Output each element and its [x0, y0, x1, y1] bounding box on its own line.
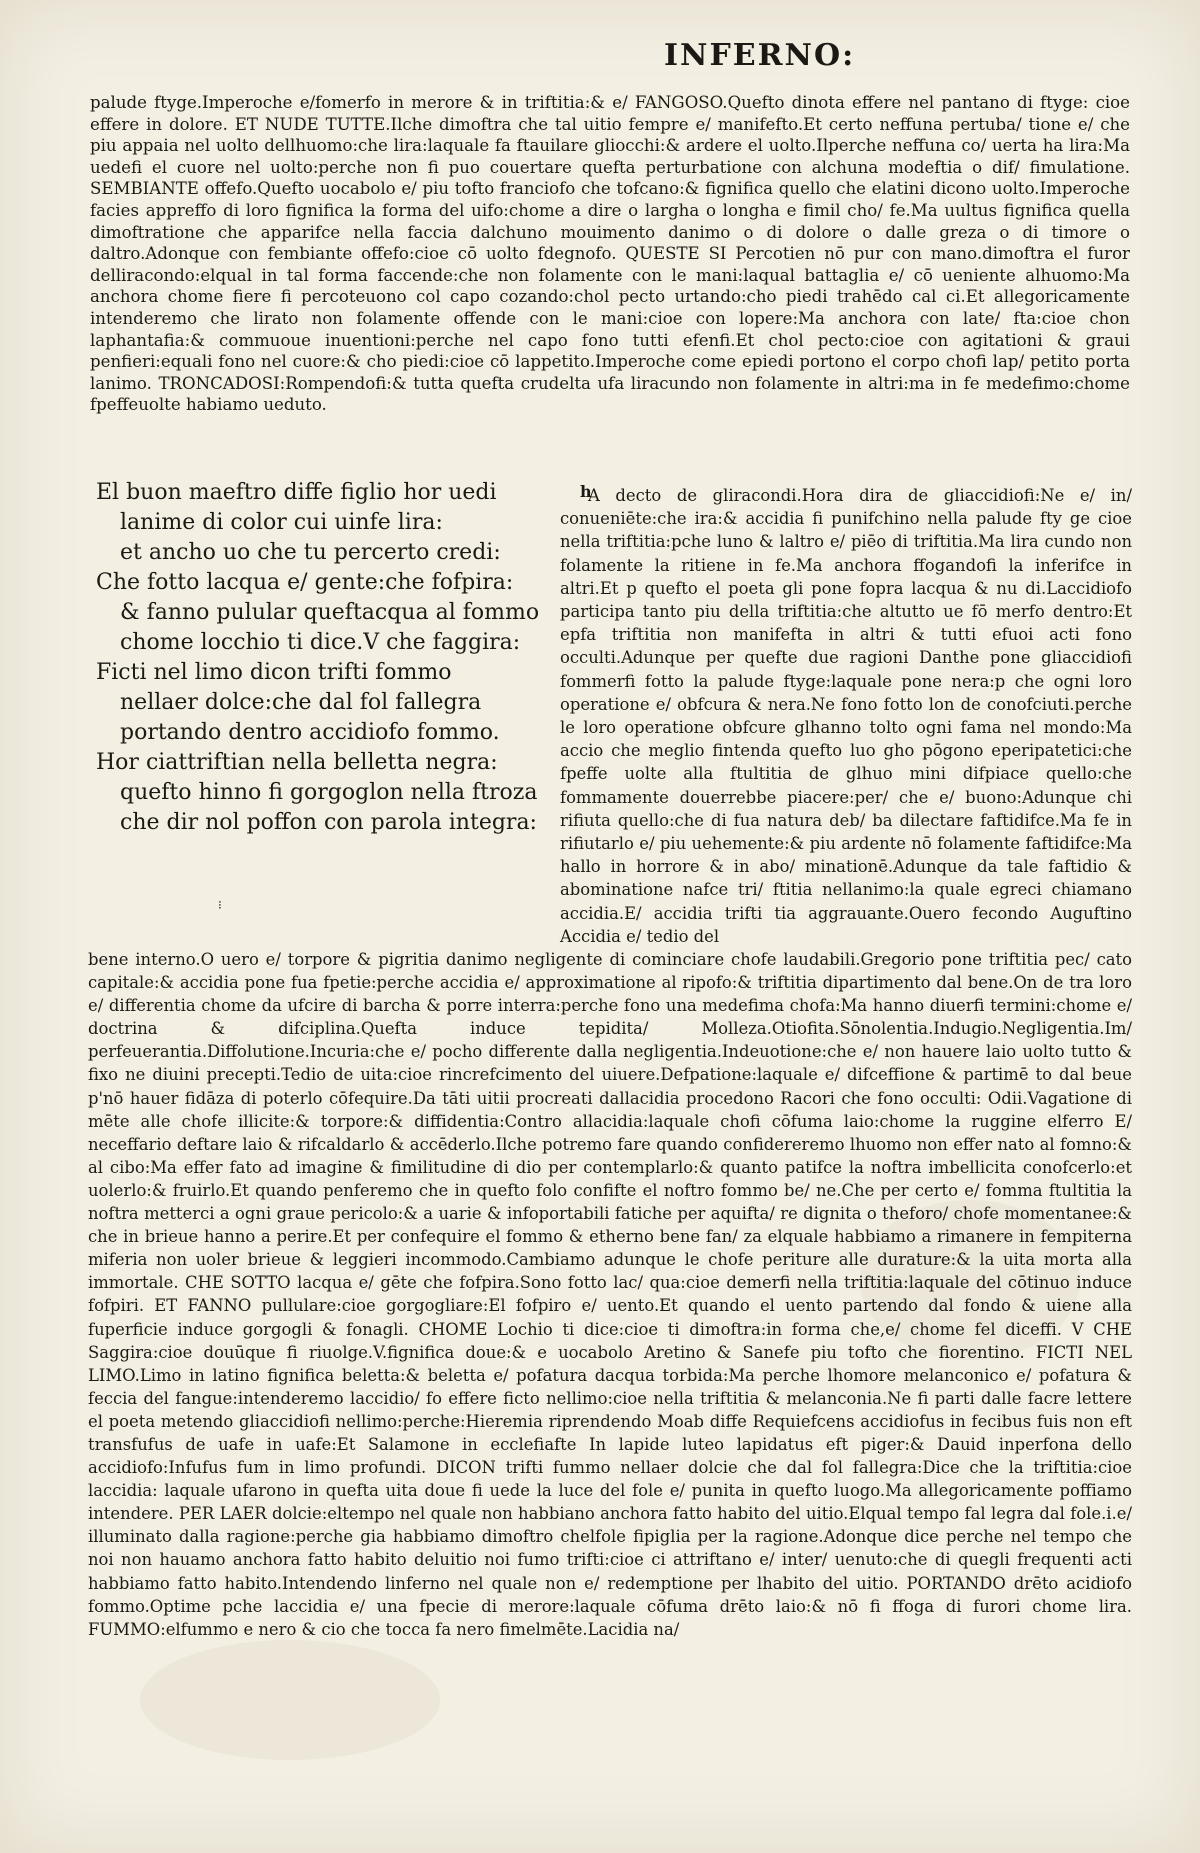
- marginal-mark: ⁝: [218, 898, 222, 912]
- verse-line: El buon maeftro diffe figlio hor uedi: [96, 480, 497, 505]
- running-head: INFERNO:: [664, 38, 856, 73]
- guide-letter: h: [580, 482, 592, 501]
- verse-line: portando dentro accidiofo fommo.: [120, 720, 500, 745]
- commentary-right: [560, 484, 1132, 948]
- commentary-bottom: bene interno.O uero e/ torpore & pigritia danimo negligente di cominciare chofe laudabili.Gregorio pone triftitia pec/ cato capitale:& accidia pone fua fpetie:perche accidia e/ approximatione al ripofo:& triftitia dipartimento dal bene.On de tra loro e/ differentia chome da ufcire di barcha & porre interra:perche fono una medefima chofa:Ma hanno diuerfi termini:chome e/ doctrina & difciplina.Quefta induce tepidita/ Molleza.Otiofita.Sōnolentia.Indugio.Negligentia.Im/ perfeuerantia.Diffolutione.Incuria:che e/ pocho differente dalla negligentia.Indeuotione:che e/ non hauere laio uolto tutto & fixo ne diuini precepti.Tedio de uita:cioe rincrefcimento del uiuere.Defpatione:laquale e/ difceffione & partimē to dal beue p'nō hauer fidāza di poterlo cōfequire.Da tāti uitii procreati dallacidia procedono Racori che fono occulti: Odii.Vagatione di mēte alle chofe illicite:& torpore:& diffidentia:Contro allacidia:laquale chofi cōfuma laio:chome la ruggine elferro E/ neceffario deftare laio & rifcaldarlo & accēderlo.Ilche potremo fare quando confidereremo lhuomo non effer nato al fomno:& al cibo:Ma effer fato ad imagine & fimilitudine di dio per contemplarlo:& quanto patifce la noftra imbellicita conofcerlo:et uolerlo:& fruirlo.Et quando penferemo che in quefto folo confifte el noftro fommo be/ ne.Che per certo e/ fomma ftultitia la noftra metterci a ogni graue pericolo:& a uarie & infoportabili fatiche per aquifta/ re dignita o theforo/ chofe momentanee:& che in brieue hanno a perire.Et per confequire el fommo & etherno bene fan/ za elquale habbiamo a rimanere in fempiterna miferia non uoler brieue & leggieri incommodo.Cambiamo adunque le chofe periture alle durature:& la uita morta alla immortale. CHE SOTTO lacqua e/ gēte che fofpira.Sono fotto lac/ qua:cioe demerfi nella triftitia:laquale del cōtinuo induce fofpiri. ET FANNO pullulare:cioe gorgogliare:El fofpiro e/ uento.Et quando el uento partendo dal fondo & uiene alla fuperficie induce gorgogli & fonagli. CHOME Lochio ti dice:cioe ti dimoftra:in forma che,e/ chome fel diceffi. V CHE Saggira:cioe douūque fi riuolge.V.fignifica doue:& e uocabolo Aretino & Sanefe piu tofto che fiorentino. FICTI NEL LIMO.Limo in latino fignifica beletta:& beletta e/ pofatura dacqua torbida:Ma perche lhomore melanconico e/ pofatura & feccia del fangue:intenderemo laccidio/ fo effere ficto nellimo:cioe nella triftitia & melanconia.Ne fi parti dalle facre lettere el poeta metendo gliaccidiofi nellimo:perche:Hieremia riprendendo Moab diffe Requiefcens accidiofus in fecibus fuis non eft transfufus de uafe in uafe:Et Salamone in ecclefiafte In lapide luteo lapidatus eft piger:& Dauid inperfona dello accidiofo:Infufus fum in limo profundi. DICON trifti fummo nellaer dolcie che dal fol fallegra:Dice che la triftitia:cioe laccidia: laquale ufarono in quefta uita doue fi uede la luce del fole e/ punita in quefto luogo.Ma allegoricamente poffiamo intendere. PER LAER dolcie:eltempo nel quale non habbiano anchora fatto habito del uitio.Elqual tempo fal legra dal fole.i.e/ illuminato dalla ragione:perche gia habbiamo dimoftro chelfole fipiglia per la ragione.Adonque dice perche nel tempo che noi non hauamo anchora fatto habito deluitio noi fumo trifti:cioe ci attriftano e/ inter/ uenuto:che di quegli frequenti acti habbiamo fatto habito.Intendendo linferno nel quale non e/ redemptione per lhabito del uitio. PORTANDO drēto acidiofo fommo.Optime pche laccidia e/ una fpecie di merore:laquale cōfuma drēto laio:& nō fi ffoga di furori chome lira. FUMMO:elfummo e nero & cio che tocca fa nero fimelmēte.Lacidia na/: [88, 950, 1132, 1639]
- verse-line: quefto hinno fi gorgoglon nella ftroza: [120, 780, 538, 805]
- verse-line: & fanno pulular queftacqua al fommo: [120, 600, 540, 625]
- verse-line: lanime di color cui uinfe lira:: [120, 510, 443, 535]
- verse-line: Che fotto lacqua e/ gente:che fofpira:: [96, 570, 514, 595]
- verse-line: Hor ciattriftian nella belletta negra:: [96, 750, 498, 775]
- verse-line: et ancho uo che tu percerto credi:: [120, 540, 501, 565]
- commentary-top: palude ftyge.Imperoche e/fomerfo in merore & in triftitia:& e/ FANGOSO.Quefto dinota effere nel pantano di ftyge: cioe effere in dolore. ET NUDE TUTTE.Ilche dimoftra che tal uitio fempre e/ manifefto.Et certo neffuna pertuba/ tione e/ che piu appaia nel uolto dellhuomo:che lira:laquale fa ftauilare gliocchi:& ardere el uolto.Ilperche neffuna co/ uerta ha lira:Ma uedefi el cuore nel uolto:perche non fi puo couertare quefta perturbatione con alchuna modeftia o dif/ fimulatione. SEMBIANTE offefo.Quefto uocabolo e/ piu tofto franciofo che tofcano:& fignifica quello che elatini dicono uolto.Imperoche facies appreffo di loro fignifica la forma del uifo:chome a dire o largha o longha e fimil cho/ fe.Ma uultus fignifica quella dimoftratione che apparifce nella faccia dalchuno mouimento danimo o di dolore o dalle greza o di timore o daltro.Adonque con fembiante offefo:cioe cō uolto fdegnofo. QUESTE SI Percotien nō pur con mano.dimoftra el furor delliracondo:elqual in tal forma faccende:che non folamente con le mani:laqual battaglia e/ cō ueniente alhuomo:Ma anchora chome fiere fi percoteuono col capo cozando:chol pecto urtando:cho piedi trahēdo cal ci.Et allegoricamente intenderemo che lirato non folamente offende con le mani:cioe con lopere:Ma anchora con late/ fta:cioe chon laphantafia:& commuoue inuentioni:perche nel capo fono tutti efenfi.Et chol pecto:cioe con agitationi & graui penfieri:equali fono nel cuore:& cho piedi:cioe cō lappetito.Imperoche come epiedi portono el corpo chofi lap/ petito porta lanimo. TRONCADOSI:Rompendofi:& tutta quefta crudelta ufa liracundo non folamente in altri:ma in fe medefimo:chome fpeffeuolte habiamo ueduto.: [90, 93, 1130, 415]
- verse-line: Ficti nel limo dicon trifti fommo: [96, 660, 452, 685]
- verse-line: nellaer dolce:che dal fol fallegra: [120, 690, 482, 715]
- verse-line: che dir nol poffon con parola integra:: [120, 810, 537, 835]
- paper-stain: [140, 1640, 440, 1760]
- verse-line: chome locchio ti dice.V che faggira:: [120, 630, 521, 655]
- commentary-right-text: A decto de gliracondi.Hora dira de gliaccidiofi:Ne e/ in/ conueniēte:che ira:& accidia fi punifchino nella palude fty ge cioe nella triftitia:pche luno & laltro e/ piēo di triftitia.Ma lira cundo non folamente la ritiene in fe.Ma anchora ffogandofi la inferifce in altri.Et p quefto el poeta gli pone fopra lacqua & nu di.Laccidiofo participa tanto piu della triftitia:che altutto ue fō merfo dentro:Et epfa triftitia non manifefta in altri & tutti efuoi acti fono occulti.Adunque per quefte due ragioni Danthe pone gliaccidiofi fommerfi fotto la palude ftyge:laquale pone nera:p che ogni loro operatione e/ obfcura & nera.Ne fono fotto lon de conofciuti.perche le loro operatione obfcure glhanno tolto ogni fama nel mondo:Ma accio che meglio fintenda quefto luo gho pōgono eperipatetici:che fpeffe uolte alla ftultitia de glhuo mini difpiace quello:che fommamente douerrebbe piacere:per/ che e/ buono:Adunque chi rifiuta quello:che di fua natura deb/ ba dilectare faftidifce.Ma fe in rifiutarlo e/ piu uehemente:& piu ardente nō folamente faftidifce:Ma hallo in horrore & in abo/ minationē.Adunque da tale faftidio & abominatione nafce tri/ ftitia nellanimo:la quale egreci chiamano accidia.E/ accidia trifti tia aggrauante.Ouero fecondo Auguftino Accidia e/ tedio del: [560, 486, 1132, 946]
- verse-block: [96, 478, 540, 912]
